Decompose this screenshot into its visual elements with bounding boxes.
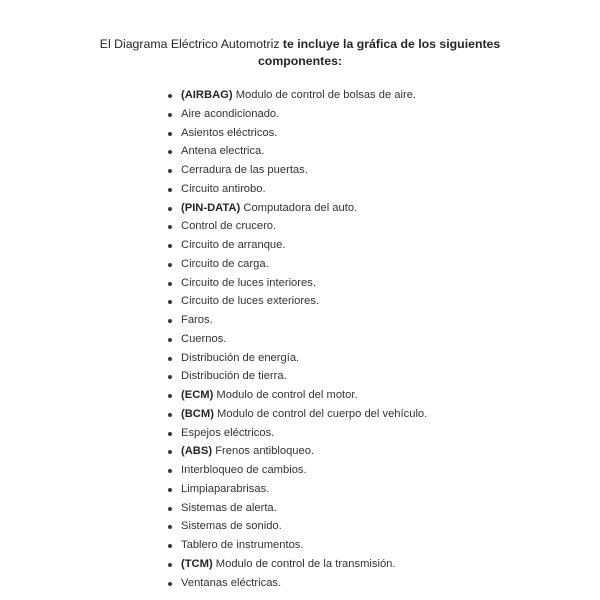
bullet-icon xyxy=(168,150,172,154)
intro-lead: El Diagrama Eléctrico Automotriz xyxy=(99,37,280,51)
list-item xyxy=(166,311,586,330)
bullet-icon xyxy=(168,263,172,267)
bullet-icon xyxy=(168,357,172,361)
bullet-icon xyxy=(168,525,172,529)
intro-paragraph xyxy=(60,36,540,70)
component-text: Espejos eléctricos. xyxy=(181,426,275,439)
list-item xyxy=(166,142,586,161)
bullet-icon xyxy=(168,375,172,379)
component-code: (ABS) xyxy=(181,445,213,458)
component-text: Modulo de control del cuerpo del vehículo. xyxy=(217,407,428,420)
bullet-icon xyxy=(168,507,172,511)
bullet-icon xyxy=(168,450,172,454)
list-item xyxy=(166,292,586,311)
intro-emphasis: te incluye la gráfica de los siguientes componentes: xyxy=(257,37,501,68)
component-text: Circuito de luces interiores. xyxy=(181,276,316,289)
list-item xyxy=(166,86,586,105)
component-text: Circuito de arranque. xyxy=(181,239,286,251)
component-text: Tablero de instrumentos. xyxy=(181,539,304,551)
component-text: Limpiaparabrisas. xyxy=(181,482,270,495)
list-item xyxy=(166,330,586,349)
component-text: Antena electrica. xyxy=(181,145,265,158)
list-item xyxy=(166,217,586,236)
bullet-icon xyxy=(168,469,172,473)
component-text: Frenos antibloqueo. xyxy=(215,445,315,458)
bullet-icon xyxy=(168,113,172,117)
bullet-icon xyxy=(168,413,172,417)
list-item xyxy=(166,349,586,368)
bullet-icon xyxy=(168,300,172,304)
list-item xyxy=(166,274,586,293)
component-text: Ventanas eléctricas. xyxy=(181,576,282,589)
list-item xyxy=(166,199,586,218)
list-item xyxy=(166,536,586,555)
bullet-icon xyxy=(168,338,172,342)
list-item xyxy=(166,499,586,518)
list-item xyxy=(166,517,586,536)
list-item xyxy=(166,442,586,461)
component-text: Computadora del auto. xyxy=(243,201,358,214)
bullet-icon xyxy=(168,319,172,323)
component-text: Circuito antirobo. xyxy=(181,182,266,195)
component-text: Cuernos. xyxy=(181,332,227,345)
component-text: Asientos eléctricos. xyxy=(181,126,278,139)
bullet-icon xyxy=(168,544,172,548)
component-text: Modulo de control de bolsas de aire. xyxy=(235,89,417,101)
component-text: Aire acondicionado. xyxy=(181,107,280,120)
component-text: Circuito de luces exteriores. xyxy=(181,295,320,308)
component-code: (BCM) xyxy=(181,407,214,420)
component-text: Circuito de carga. xyxy=(181,257,269,270)
list-item xyxy=(166,105,586,124)
component-text: Cerradura de las puertas. xyxy=(181,164,308,176)
bullet-icon xyxy=(168,244,172,248)
component-code: (AIRBAG) xyxy=(181,89,233,101)
component-text: Modulo de control del motor. xyxy=(216,389,358,401)
list-item xyxy=(166,386,586,405)
component-text: Sistemas de sonido. xyxy=(181,520,282,533)
list-item xyxy=(166,124,586,143)
bullet-icon xyxy=(168,282,172,286)
bullet-icon xyxy=(168,94,172,98)
bullet-icon xyxy=(168,132,172,136)
list-item xyxy=(166,424,586,443)
component-text: Sistemas de alerta. xyxy=(181,501,277,514)
bullet-icon xyxy=(168,582,172,586)
component-text: Control de crucero. xyxy=(181,220,277,233)
component-text: Interbloqueo de cambios. xyxy=(181,464,307,476)
bullet-icon xyxy=(168,169,172,173)
bullet-icon xyxy=(168,188,172,192)
bullet-icon xyxy=(168,488,172,492)
bullet-icon xyxy=(168,207,172,211)
bullet-icon xyxy=(168,225,172,229)
component-list xyxy=(166,86,586,592)
component-text: Faros. xyxy=(181,314,213,326)
bullet-icon xyxy=(168,563,172,567)
component-text: Distribución de tierra. xyxy=(181,370,287,383)
list-item xyxy=(166,405,586,424)
list-item xyxy=(166,367,586,386)
bullet-icon xyxy=(168,432,172,436)
list-item xyxy=(166,574,586,593)
component-text: Modulo de control de la transmisión. xyxy=(215,557,396,570)
list-item xyxy=(166,555,586,574)
component-code: (PIN-DATA) xyxy=(181,201,241,214)
component-code: (ECM) xyxy=(181,389,214,401)
list-item xyxy=(166,255,586,274)
list-item xyxy=(166,480,586,499)
component-text: Distribución de energía. xyxy=(181,351,300,364)
list-item xyxy=(166,236,586,255)
list-item xyxy=(166,180,586,199)
list-item xyxy=(166,161,586,180)
component-code: (TCM) xyxy=(181,557,213,570)
list-item xyxy=(166,461,586,480)
bullet-icon xyxy=(168,394,172,398)
